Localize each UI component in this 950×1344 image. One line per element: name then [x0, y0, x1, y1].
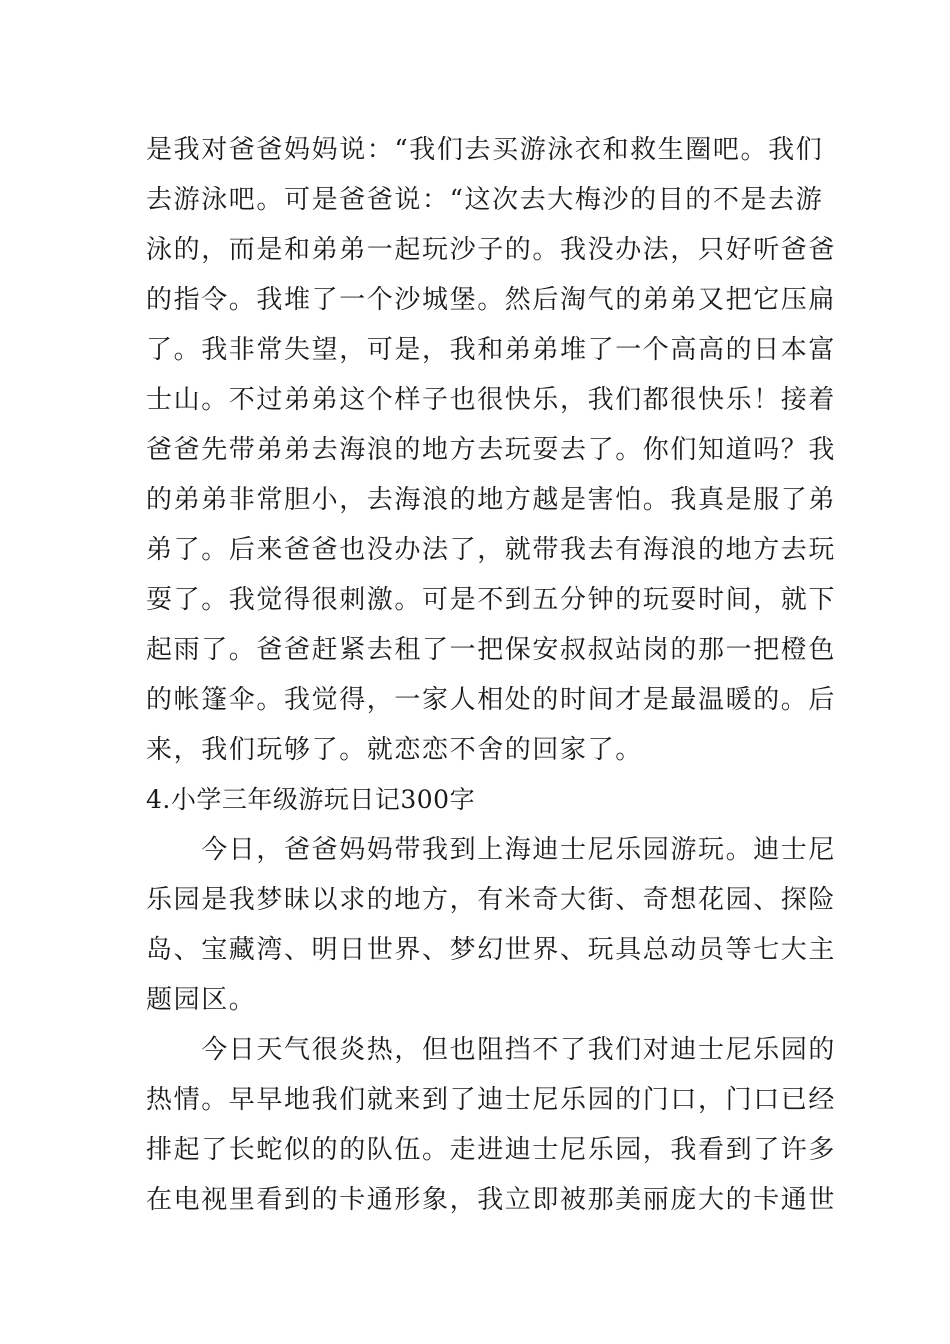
text-line: 的指令。我堆了一个沙城堡。然后淘气的弟弟又把它压扁 — [146, 285, 837, 315]
text-line: 弟了。后来爸爸也没办法了，就带我去有海浪的地方去玩 — [146, 535, 837, 565]
text-line: 今日，爸爸妈妈带我到上海迪士尼乐园游玩。迪士尼 — [146, 835, 837, 865]
text-line: 去游泳吧。可是爸爸说：“这次去大梅沙的目的不是去游 — [146, 185, 824, 215]
text-line: 题园区。 — [146, 985, 257, 1015]
text-line: 排起了长蛇似的的队伍。走进迪士尼乐园，我看到了许多 — [146, 1135, 837, 1165]
text-line: 乐园是我梦昧以求的地方，有米奇大街、奇想花园、探险 — [146, 885, 837, 915]
text-line: 士山。不过弟弟这个样子也很快乐，我们都很快乐！接着 — [146, 385, 837, 415]
text-line: 的帐篷伞。我觉得，一家人相处的时间才是最温暖的。后 — [146, 685, 837, 715]
text-line: 是我对爸爸妈妈说：“我们去买游泳衣和救生圈吧。我们 — [146, 135, 824, 165]
section-heading: 4.小学三年级游玩日记300字 — [146, 785, 476, 814]
text-line: 今日天气很炎热，但也阻挡不了我们对迪士尼乐园的 — [146, 1035, 837, 1065]
text-line: 在电视里看到的卡通形象，我立即被那美丽庞大的卡通世 — [146, 1185, 837, 1215]
text-line: 起雨了。爸爸赶紧去租了一把保安叔叔站岗的那一把橙色 — [146, 635, 837, 665]
text-line: 了。我非常失望，可是，我和弟弟堆了一个高高的日本富 — [146, 335, 837, 365]
text-line: 泳的，而是和弟弟一起玩沙子的。我没办法，只好听爸爸 — [146, 235, 837, 265]
text-line: 热情。早早地我们就来到了迪士尼乐园的门口，门口已经 — [146, 1085, 837, 1115]
text-line: 的弟弟非常胆小，去海浪的地方越是害怕。我真是服了弟 — [146, 485, 837, 515]
text-line: 来，我们玩够了。就恋恋不舍的回家了。 — [146, 735, 643, 765]
text-line: 爸爸先带弟弟去海浪的地方去玩耍去了。你们知道吗？我 — [146, 435, 837, 465]
text-line: 耍了。我觉得很刺激。可是不到五分钟的玩耍时间，就下 — [146, 585, 837, 615]
text-line: 岛、宝藏湾、明日世界、梦幻世界、玩具总动员等七大主 — [146, 935, 837, 965]
